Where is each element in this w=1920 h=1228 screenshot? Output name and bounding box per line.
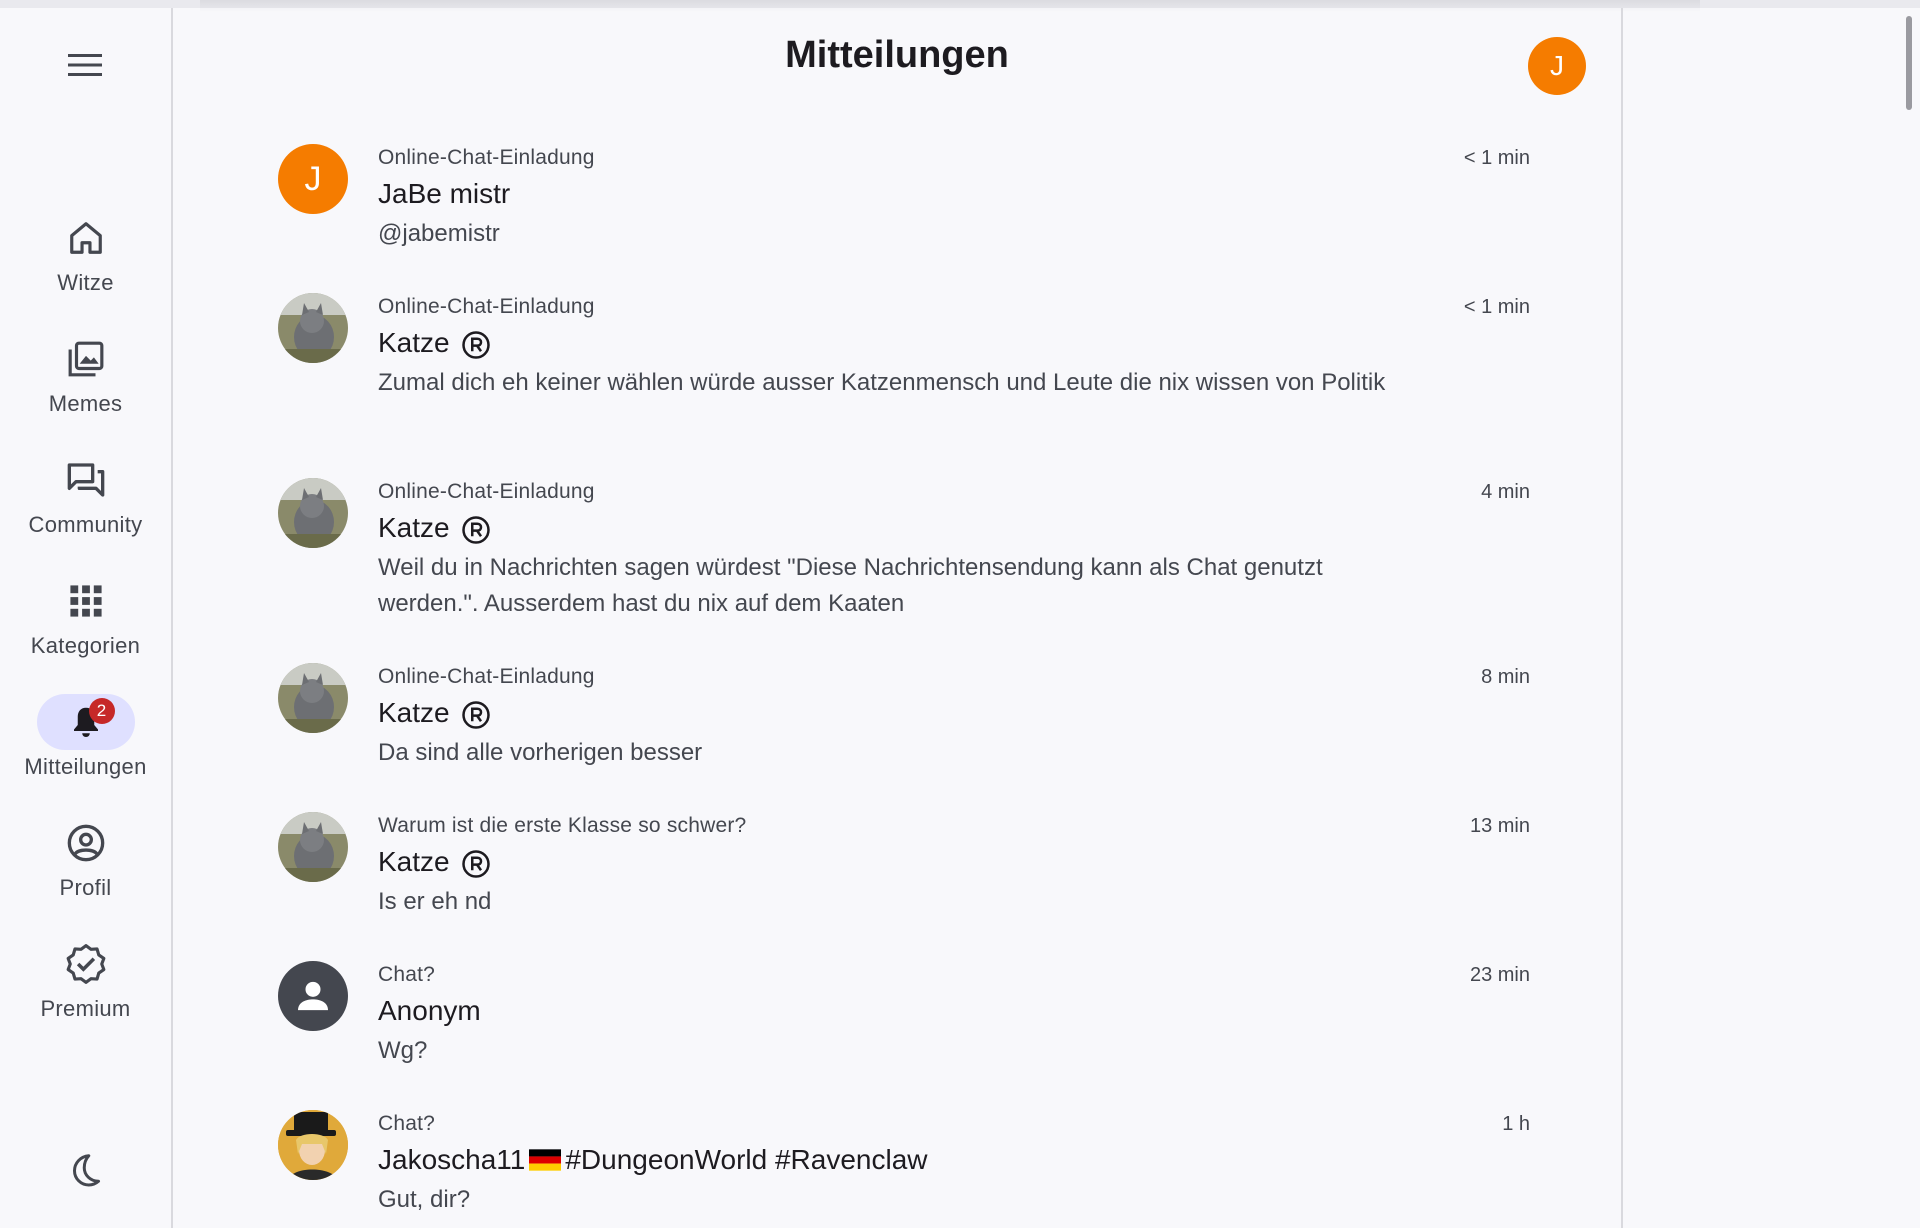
account-circle-icon — [66, 823, 106, 863]
person-icon — [293, 976, 333, 1016]
notification-message: Weil du in Nachrichten sagen würdest "Diese Nachrichtensendung kann als Chat genutzt werden.". Ausserdem hast du nix auf dem Kaaten — [378, 554, 1323, 617]
user-avatar-button[interactable] — [1528, 37, 1586, 95]
notification-message: Wg? — [378, 1037, 428, 1064]
notification-badge: 2 — [89, 698, 115, 724]
nav-label-witze: Witze — [57, 270, 114, 295]
avatar: J — [278, 144, 348, 214]
navigation-rail — [0, 8, 173, 1228]
notification-time: 13 min — [1469, 815, 1530, 837]
cat-photo-avatar-icon — [278, 663, 348, 733]
nav-label-premium: Premium — [40, 996, 131, 1021]
registered-icon — [461, 700, 491, 730]
page-title: Mitteilungen — [785, 34, 1009, 76]
notification-context: Chat? — [378, 963, 436, 986]
notification-time: 23 min — [1469, 964, 1530, 986]
notification-sender: JaBe mistr — [378, 178, 511, 209]
germany-flag-icon — [529, 1149, 561, 1171]
notification-item[interactable] — [278, 812, 1530, 932]
notification-item[interactable] — [278, 961, 1530, 1081]
notification-sender: Jakoscha11 — [378, 1144, 526, 1175]
notification-time: < 1 min — [1463, 147, 1530, 169]
notification-item[interactable] — [278, 1110, 1530, 1228]
notification-message: Da sind alle vorherigen besser — [378, 739, 703, 766]
notification-time: 4 min — [1481, 481, 1530, 503]
nav-label-mitteilungen: Mitteilungen — [24, 754, 147, 779]
notification-context: Chat? — [378, 1112, 436, 1135]
notification-context: Warum ist die erste Klasse so schwer? — [378, 814, 747, 837]
cat-photo-avatar-icon — [278, 293, 348, 363]
notification-time: < 1 min — [1463, 296, 1530, 318]
theme-toggle-button[interactable] — [60, 1145, 110, 1195]
nav-item-profil[interactable] — [0, 815, 171, 925]
notification-message: @jabemistr — [378, 220, 500, 247]
avatar — [278, 293, 348, 363]
notification-sender: Katze — [378, 697, 450, 728]
notification-item[interactable] — [278, 144, 1530, 264]
notification-context: Online-Chat-Einladung — [378, 480, 595, 503]
notification-sender: Anonym — [378, 995, 481, 1026]
notification-context: Online-Chat-Einladung — [378, 665, 595, 688]
notification-time: 8 min — [1481, 666, 1530, 688]
apps-grid-icon — [69, 584, 103, 618]
notification-sender-tags: #DungeonWorld #Ravenclaw — [565, 1144, 928, 1175]
scrollbar[interactable] — [1906, 16, 1912, 110]
notification-sender: Katze — [378, 327, 450, 358]
nav-item-premium[interactable] — [0, 936, 171, 1046]
nav-label-profil: Profil — [59, 875, 112, 900]
notification-message: Zumal dich eh keiner wählen würde ausser Katzenmensch und Leute die nix wissen von Politik — [378, 369, 1386, 396]
notification-sender: Katze — [378, 512, 450, 543]
notification-item[interactable] — [278, 663, 1530, 783]
avatar — [278, 812, 348, 882]
forum-icon — [66, 460, 106, 500]
header-shadow — [200, 0, 1700, 12]
nav-item-kategorien[interactable] — [0, 573, 171, 683]
home-icon — [67, 219, 105, 257]
notification-message: Gut, dir? — [378, 1186, 471, 1213]
avatar — [278, 1110, 348, 1180]
illustrated-portrait-avatar-icon — [278, 1110, 348, 1180]
notification-time: 1 h — [1502, 1113, 1530, 1135]
nav-item-community[interactable] — [0, 452, 171, 562]
registered-icon — [461, 515, 491, 545]
notification-item[interactable] — [278, 478, 1530, 628]
notification-sender: Katze — [378, 846, 450, 877]
registered-icon — [461, 849, 491, 879]
notification-item[interactable] — [278, 293, 1530, 443]
nav-item-witze[interactable] — [0, 210, 171, 320]
moon-icon — [67, 1152, 103, 1188]
user-avatar-initial: J — [1550, 50, 1564, 81]
nav-label-community: Community — [28, 512, 143, 537]
avatar — [278, 961, 348, 1031]
notification-context: Online-Chat-Einladung — [378, 295, 595, 318]
content-divider — [1621, 8, 1623, 1228]
verified-badge-icon — [65, 943, 107, 985]
cat-photo-avatar-icon — [278, 478, 348, 548]
nav-item-memes[interactable] — [0, 331, 171, 441]
notification-context: Online-Chat-Einladung — [378, 146, 595, 169]
photo-library-icon — [67, 340, 105, 378]
cat-photo-avatar-icon — [278, 812, 348, 882]
nav-label-memes: Memes — [48, 391, 123, 416]
notification-message: Is er eh nd — [378, 888, 492, 915]
menu-button[interactable] — [60, 43, 110, 87]
avatar — [278, 478, 348, 548]
registered-icon — [461, 330, 491, 360]
avatar — [278, 663, 348, 733]
nav-item-mitteilungen[interactable] — [0, 694, 171, 804]
menu-icon — [68, 52, 102, 78]
nav-label-kategorien: Kategorien — [30, 633, 141, 658]
